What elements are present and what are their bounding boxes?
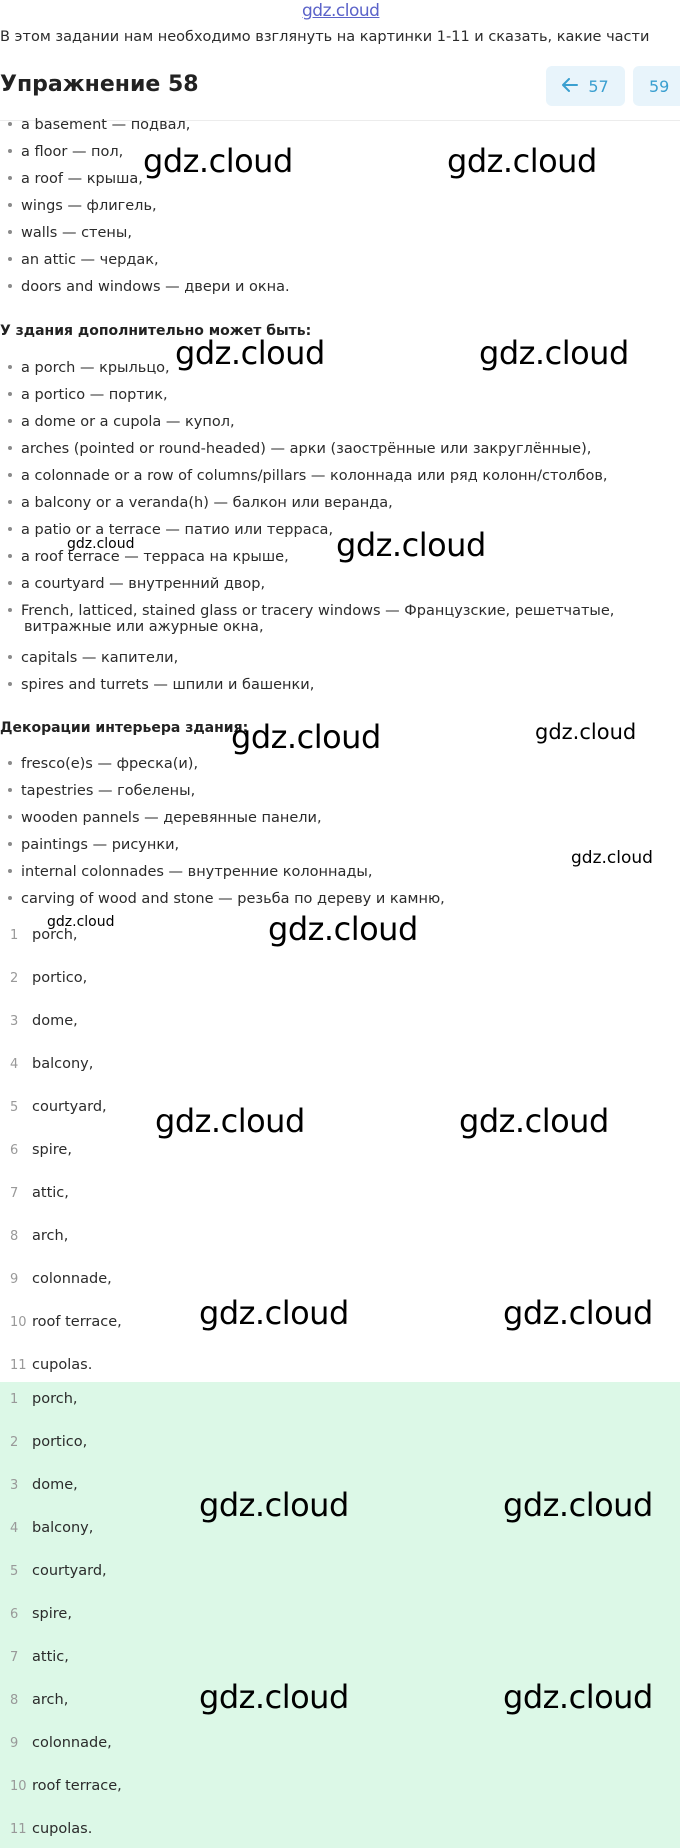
bullet-dot-icon	[8, 230, 12, 234]
bullet-dot-icon	[8, 176, 12, 180]
answer-item: 5 courtyard,	[10, 1563, 107, 1579]
bullet-dot-icon	[8, 365, 12, 369]
bullet-dot-icon	[8, 419, 12, 423]
answer-item: 2 portico,	[10, 1434, 88, 1450]
prev-exercise-button[interactable]	[546, 66, 625, 106]
list-item: spires and turrets — шпили и башенки,	[8, 677, 314, 693]
list-item: a balcony or a veranda(h) — балкон или веранда,	[8, 495, 393, 511]
prev-exercise-label: 57	[588, 76, 609, 96]
watermark: gdz.cloud	[447, 142, 597, 180]
list-item: tapestries — гобелены,	[8, 783, 195, 799]
list-item: doors and windows — двери и окна.	[8, 279, 290, 295]
watermark: gdz.cloud	[535, 720, 637, 744]
answer-item: 7 attic,	[10, 1649, 69, 1665]
list-item: a dome or a cupola — купол,	[8, 414, 235, 430]
numbered-item: 5 courtyard,	[10, 1099, 107, 1115]
numbered-item: 11 cupolas.	[10, 1357, 93, 1373]
watermark: gdz.cloud	[199, 1678, 349, 1716]
numbered-item: 9 colonnade,	[10, 1271, 112, 1287]
list-item: wings — флигель,	[8, 198, 157, 214]
list-item-continuation: витражные или ажурные окна,	[24, 619, 264, 635]
bullet-dot-icon	[8, 655, 12, 659]
bullet-dot-icon	[8, 149, 12, 153]
list-item: a roof terrace — терраса на крыше,	[8, 549, 289, 565]
bullet-dot-icon	[8, 203, 12, 207]
list-item: a patio or a terrace — патио или терраса,	[8, 522, 333, 538]
bullet-dot-icon	[8, 122, 12, 126]
bullet-dot-icon	[8, 446, 12, 450]
bullet-dot-icon	[8, 392, 12, 396]
list-item: a courtyard — внутренний двор,	[8, 576, 265, 592]
watermark: gdz.cloud	[336, 526, 486, 564]
arrow-left-icon	[562, 77, 578, 96]
bullet-dot-icon	[8, 581, 12, 585]
watermark: gdz.cloud	[503, 1294, 653, 1332]
numbered-item: 7 attic,	[10, 1185, 69, 1201]
bullet-dot-icon	[8, 257, 12, 261]
intro-text: В этом задании нам необходимо взглянуть на картинки 1-11 и сказать, какие части	[0, 29, 650, 45]
numbered-item: 10 roof terrace,	[10, 1314, 122, 1330]
list-item: arches (pointed or round-headed) — арки (заострённые или закруглённые),	[8, 441, 591, 457]
bullet-dot-icon	[8, 842, 12, 846]
numbered-item: 4 balcony,	[10, 1056, 94, 1072]
list-item: a portico — портик,	[8, 387, 168, 403]
numbered-item: 3 dome,	[10, 1013, 78, 1029]
bullet-dot-icon	[8, 682, 12, 686]
list-item: wooden pannels — деревянные панели,	[8, 810, 322, 826]
bullet-dot-icon	[8, 761, 12, 765]
watermark: gdz.cloud	[503, 1678, 653, 1716]
section-heading-decor: Декорации интерьера здания:	[0, 720, 249, 736]
watermark: gdz.cloud	[143, 142, 293, 180]
answer-item: 10 roof terrace,	[10, 1778, 122, 1794]
list-item: an attic — чердак,	[8, 252, 159, 268]
bullet-dot-icon	[8, 608, 12, 612]
bullet-dot-icon	[8, 527, 12, 531]
bullet-dot-icon	[8, 869, 12, 873]
watermark: gdz.cloud	[503, 1486, 653, 1524]
bullet-dot-icon	[8, 284, 12, 288]
list-item: internal colonnades — внутренние колоннады,	[8, 864, 372, 880]
numbered-item: 2 portico,	[10, 970, 88, 986]
list-item: a floor — пол,	[8, 144, 123, 160]
numbered-item: 6 spire,	[10, 1142, 72, 1158]
list-item: French, latticed, stained glass or tracery windows — Французские, решетчатые, витражные или ажурные окна,	[8, 603, 614, 635]
list-item: walls — стены,	[8, 225, 132, 241]
list-item: carving of wood and stone — резьба по дереву и камню,	[8, 891, 445, 907]
list-item: a roof — крыша,	[8, 171, 143, 187]
numbered-item: 1 porch,	[10, 927, 78, 943]
answer-item: 8 arch,	[10, 1692, 69, 1708]
watermark: gdz.cloud	[268, 910, 418, 948]
bullet-dot-icon	[8, 815, 12, 819]
next-exercise-button[interactable]	[633, 66, 680, 106]
numbered-item: 8 arch,	[10, 1228, 69, 1244]
watermark: gdz.cloud	[571, 848, 653, 868]
section-heading-extra: У здания дополнительно может быть:	[0, 323, 312, 339]
watermark: gdz.cloud	[231, 718, 381, 756]
answer-panel	[0, 1382, 680, 1848]
bullet-dot-icon	[8, 896, 12, 900]
list-item: a colonnade or a row of columns/pillars — колоннада или ряд колонн/столбов,	[8, 468, 608, 484]
bullet-dot-icon	[8, 554, 12, 558]
answer-item: 1 porch,	[10, 1391, 78, 1407]
answer-item: 11 cupolas.	[10, 1821, 93, 1837]
answer-item: 9 colonnade,	[10, 1735, 112, 1751]
list-item: capitals — капители,	[8, 650, 178, 666]
site-logo[interactable]: gdz.cloud	[302, 1, 380, 21]
answer-item: 3 dome,	[10, 1477, 78, 1493]
list-item: paintings — рисунки,	[8, 837, 179, 853]
list-item: a porch — крыльцо,	[8, 360, 170, 376]
watermark: gdz.cloud	[47, 914, 115, 930]
watermark: gdz.cloud	[199, 1486, 349, 1524]
answer-item: 4 balcony,	[10, 1520, 94, 1536]
watermark: gdz.cloud	[175, 334, 325, 372]
watermark: gdz.cloud	[155, 1102, 305, 1140]
watermark: gdz.cloud	[459, 1102, 609, 1140]
list-item: fresco(e)s — фреска(и),	[8, 756, 198, 772]
next-exercise-label: 59	[649, 76, 670, 96]
bullet-dot-icon	[8, 473, 12, 477]
bullet-dot-icon	[8, 500, 12, 504]
watermark: gdz.cloud	[479, 334, 629, 372]
watermark: gdz.cloud	[67, 536, 135, 552]
page-title: Упражнение 58	[0, 72, 199, 97]
list-item: a basement — подвал,	[8, 117, 190, 133]
watermark: gdz.cloud	[199, 1294, 349, 1332]
bullet-dot-icon	[8, 788, 12, 792]
answer-item: 6 spire,	[10, 1606, 72, 1622]
